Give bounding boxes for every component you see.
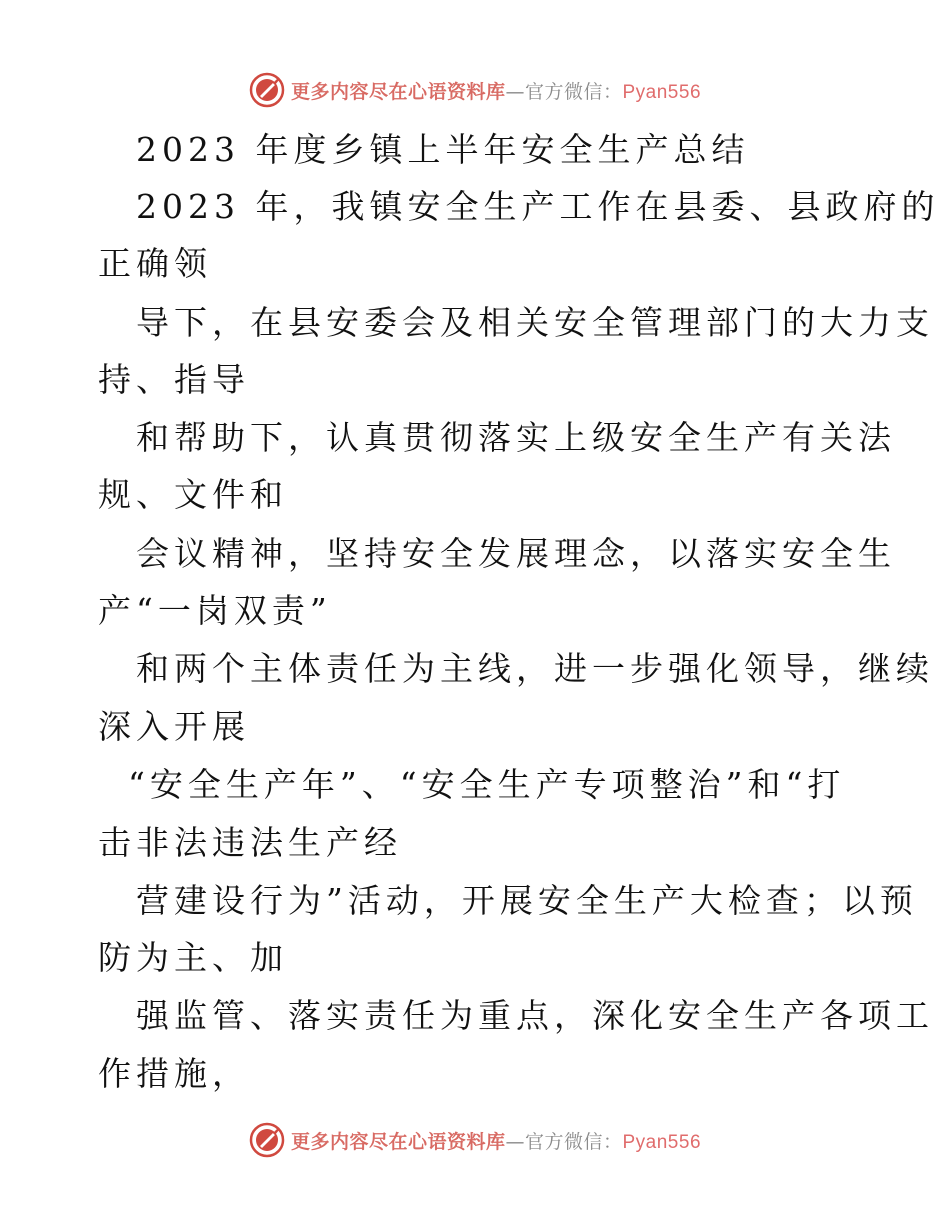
paragraph-line: 规、文件和 bbox=[98, 475, 288, 514]
paragraph-line: 营建设行为”活动，开展安全生产大检查；以预 bbox=[136, 881, 918, 920]
quill-logo-icon bbox=[249, 72, 285, 108]
watermark-brand: 更多内容尽在心语资料库 bbox=[290, 80, 506, 103]
watermark-account: Pyan556 bbox=[622, 81, 702, 103]
paragraph-line: 正确领 bbox=[98, 244, 212, 283]
document-title: 2023 年度乡镇上半年安全生产总结 bbox=[136, 130, 750, 169]
paragraph-line: 强监管、落实责任为重点，深化安全生产各项工 bbox=[136, 996, 934, 1035]
quill-logo-icon bbox=[249, 1122, 285, 1158]
paragraph-line: 深入开展 bbox=[98, 707, 250, 746]
paragraph-line: 防为主、加 bbox=[98, 938, 288, 977]
paragraph-line: 和两个主体责任为主线，进一步强化领导，继续 bbox=[136, 649, 934, 688]
paragraph-line: 会议精神，坚持安全发展理念，以落实安全生 bbox=[136, 534, 896, 573]
watermark-brand: 更多内容尽在心语资料库 bbox=[290, 1130, 506, 1153]
watermark-official-label: 官方微信： bbox=[524, 80, 623, 103]
paragraph-line: 导下，在县安委会及相关安全管理部门的大力支 bbox=[136, 303, 934, 342]
paragraph-line: 作措施， bbox=[98, 1054, 250, 1093]
paragraph-line: 2023 年，我镇安全生产工作在县委、县政府的 bbox=[136, 187, 940, 226]
paragraph-line: 产“一岗双责” bbox=[98, 591, 332, 630]
header-watermark bbox=[0, 70, 950, 110]
paragraph-line: 和帮助下，认真贯彻落实上级安全生产有关法 bbox=[136, 418, 896, 457]
watermark-text bbox=[291, 1127, 701, 1154]
watermark-separator: — bbox=[505, 1130, 525, 1153]
paragraph-line: 持、指导 bbox=[98, 360, 250, 399]
watermark-separator: — bbox=[505, 80, 525, 103]
paragraph-line: 击非法违法生产经 bbox=[98, 823, 402, 862]
watermark-account: Pyan556 bbox=[622, 1131, 702, 1153]
watermark-official-label: 官方微信： bbox=[524, 1130, 623, 1153]
footer-watermark bbox=[0, 1120, 950, 1160]
paragraph-line: “安全生产年”、“安全生产专项整治”和“打 bbox=[128, 765, 846, 804]
watermark-text bbox=[291, 77, 701, 104]
